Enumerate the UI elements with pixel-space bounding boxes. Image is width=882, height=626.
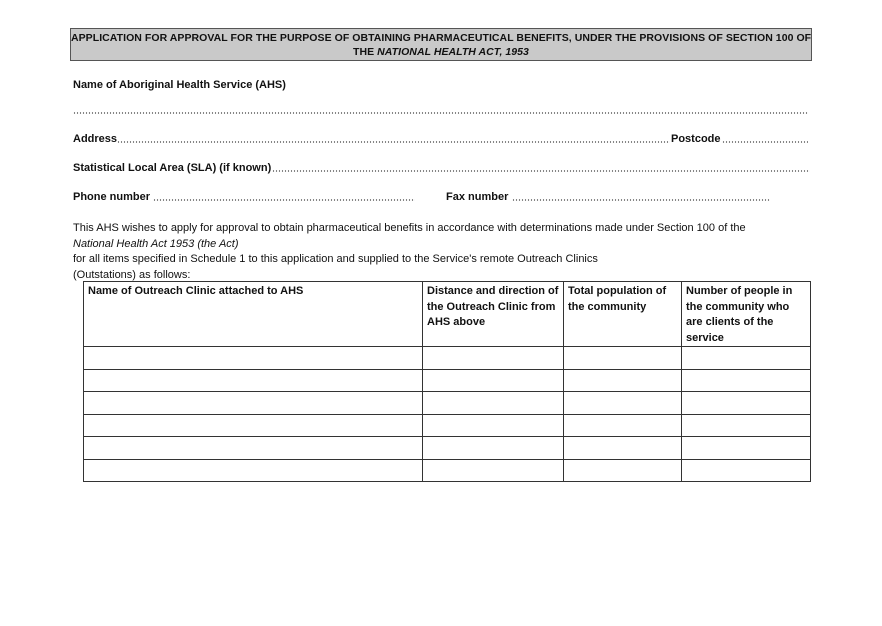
phone-label: Phone number <box>73 191 151 203</box>
table-row <box>84 369 811 392</box>
table-cell[interactable] <box>84 369 423 392</box>
title-line-1: APPLICATION FOR APPROVAL FOR THE PURPOSE OF OBTAINING PHARMACEUTICAL BENEFITS, UNDER THE PROVISIONS OF SECTION 100 OF <box>71 32 812 44</box>
sla-label: Statistical Local Area (SLA) (if known) <box>73 162 272 174</box>
fax-label: Fax number <box>446 191 509 203</box>
table-cell[interactable] <box>84 437 423 460</box>
table-cell[interactable] <box>423 459 564 482</box>
title-line-2-prefix: THE <box>353 46 378 58</box>
intro-paragraph <box>73 221 813 283</box>
header-clinic-name: Name of Outreach Clinic attached to AHS <box>84 282 423 347</box>
table-row <box>84 414 811 437</box>
table-cell[interactable] <box>564 459 682 482</box>
address-label: Address <box>73 133 118 145</box>
table-cell[interactable] <box>423 437 564 460</box>
ahs-name-label: Name of Aboriginal Health Service (AHS) <box>73 79 286 91</box>
table-cell[interactable] <box>84 459 423 482</box>
table-cell[interactable] <box>682 459 811 482</box>
table-cell[interactable] <box>423 392 564 415</box>
table-cell[interactable] <box>564 414 682 437</box>
outreach-clinics-table <box>83 281 811 482</box>
table-cell[interactable] <box>84 392 423 415</box>
table-cell[interactable] <box>564 369 682 392</box>
act-name-italic: National Health Act 1953 <box>73 237 195 250</box>
header-distance-direction: Distance and direction of the Outreach Clinic from AHS above <box>423 282 564 347</box>
paragraph-line-3: (Outstations) as follows: <box>73 268 191 281</box>
title-act-name: NATIONAL HEALTH ACT, 1953 <box>377 46 529 58</box>
title-line-2 <box>71 45 811 59</box>
table-cell[interactable] <box>564 437 682 460</box>
paragraph-line-1: This AHS wishes to apply for approval to obtain pharmaceutical benefits in accordance with determinations made under Section 100 of the <box>73 222 746 234</box>
table-row <box>84 437 811 460</box>
table-cell[interactable] <box>682 392 811 415</box>
table-cell[interactable] <box>564 392 682 415</box>
table-cell[interactable] <box>682 437 811 460</box>
postcode-field[interactable] <box>722 141 808 143</box>
act-abbrev-italic: (the Act) <box>194 237 239 250</box>
paragraph-line-2-rest: for all items specified in Schedule 1 to this application and supplied to the Service's remote Outreach Clinics <box>73 253 598 265</box>
table-row <box>84 347 811 370</box>
table-cell[interactable] <box>423 347 564 370</box>
fax-field[interactable] <box>512 199 770 201</box>
table-row <box>84 459 811 482</box>
phone-field[interactable] <box>153 199 415 201</box>
table-cell[interactable] <box>423 414 564 437</box>
form-title <box>70 28 812 61</box>
paragraph-line-2 <box>73 237 813 268</box>
header-clients-count: Number of people in the community who are clients of the service <box>682 282 811 347</box>
header-total-population: Total population of the community <box>564 282 682 347</box>
sla-field[interactable] <box>272 170 810 172</box>
address-field[interactable] <box>117 141 670 143</box>
ahs-name-field[interactable] <box>73 112 808 114</box>
table-cell[interactable] <box>682 369 811 392</box>
postcode-label: Postcode <box>671 133 721 145</box>
table-cell[interactable] <box>423 369 564 392</box>
table-header-row <box>84 282 811 347</box>
table-cell[interactable] <box>84 414 423 437</box>
table-row <box>84 392 811 415</box>
table-cell[interactable] <box>682 414 811 437</box>
table-cell[interactable] <box>682 347 811 370</box>
table-cell[interactable] <box>84 347 423 370</box>
table-cell[interactable] <box>564 347 682 370</box>
